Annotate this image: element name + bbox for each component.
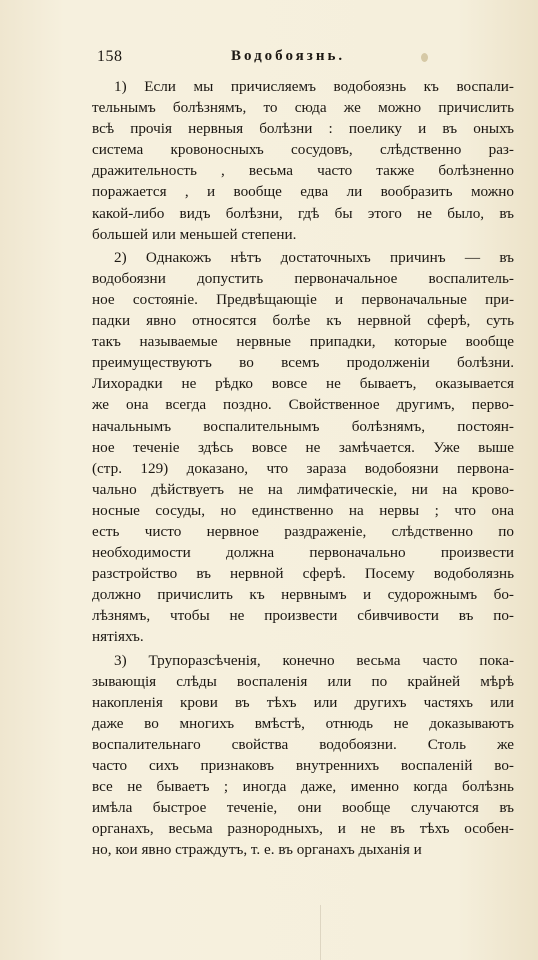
text-line: носные сосуды, но единственно на нервы ; что она: [92, 501, 514, 519]
text-line: необходимости должна первоначально произвести: [92, 544, 514, 562]
text-line: преимуществуютъ во всемъ продолженіи болѣзни.: [92, 354, 514, 372]
text-line: 2) Однакожъ нѣтъ достаточныхъ причинъ — въ: [114, 248, 514, 266]
text-line: какой-либо видъ болѣзни, гдѣ бы этого не было, въ: [92, 204, 514, 222]
text-line: водобоязни допустить первоначальное воспалитель-: [92, 269, 514, 287]
text-line: нятіяхъ.: [92, 628, 144, 646]
text-line: ное теченіе здѣсь вовсе не замѣчается. Уже выше: [92, 438, 514, 456]
running-title: Водобоязнь.: [231, 48, 346, 64]
text-line: должно причислить къ нервнымъ и судорожнымъ бо-: [92, 586, 514, 604]
text-line: чально дѣйствуетъ не на лимфатическіе, ни на крово-: [92, 480, 514, 498]
text-line: такъ называемые нервные припадки, которые вообще: [92, 333, 514, 351]
text-line: система кровоносныхъ сосудовъ, слѣдственно раз-: [92, 141, 514, 159]
text-line: органахъ, весьма разнородныхъ, и не въ тѣхъ особен-: [92, 820, 514, 838]
text-line: дражительность , весьма часто также болѣзненно: [92, 162, 514, 180]
text-line: часто сихъ признаковъ внутреннихъ воспаленій во-: [92, 757, 514, 774]
page-header: [97, 48, 502, 70]
text-line: тельнымъ болѣзнямъ, то сюда же можно причислить: [92, 99, 514, 117]
text-line: 3) Трупоразсѣченія, конечно весьма часто пока-: [114, 651, 514, 669]
text-line: воспалительнаго свойства водобоязни. Столь же: [92, 735, 514, 753]
text-line: все не бываетъ ; иногда даже, именно когда болѣзнь: [92, 778, 514, 796]
text-line: лѣзнямъ, чтобы не произвести сбивчивости въ по-: [92, 607, 514, 625]
page-number: 158: [97, 48, 123, 65]
paragraph: [92, 650, 514, 861]
text-line: накопленія крови въ тѣхъ или другихъ частяхъ или: [92, 693, 514, 711]
text-line: разстройство въ нервной сферѣ. Посему водоболязнь: [92, 565, 514, 583]
text-line: имѣла быстрое теченіе, они вообще случаются въ: [92, 799, 514, 817]
text-line: всѣ прочія нервныя болѣзни : поелику и въ оныхъ: [92, 120, 514, 138]
text-line: но, кои явно страждутъ, т. е. въ органахъ дыханія и: [92, 841, 422, 859]
page-fold: [320, 905, 335, 960]
text-line: даже во многихъ вмѣстѣ, отнюдь не доказываютъ: [92, 714, 514, 732]
text-line: большей или меньшей степени.: [92, 225, 297, 243]
text-line: 1) Если мы причисляемъ водобоязнь къ воспали-: [114, 78, 514, 95]
body-text: [92, 76, 514, 862]
text-line: падки явно относятся болѣе къ нервной сферѣ, суть: [92, 312, 514, 330]
text-line: начальнымъ воспалительнымъ болѣзнямъ, постоян-: [92, 417, 514, 435]
text-line: зывающія слѣды воспаленія или по крайней мѣрѣ: [92, 672, 514, 690]
text-line: (стр. 129) доказано, что зараза водобоязни первона-: [92, 459, 514, 477]
text-line: ное состояніе. Предвѣщающіе и первоначальные при-: [92, 290, 514, 308]
text-line: же она всегда поздно. Свойственное другимъ, перво-: [92, 396, 514, 414]
text-line: есть чисто нервное раздраженіе, слѣдственно по: [92, 522, 514, 540]
paragraph: [92, 76, 514, 245]
text-line: Лихорадки не рѣдко вовсе не бываетъ, оказывается: [92, 375, 514, 393]
text-line: поражается , и вообще едва ли вообразить можно: [92, 183, 514, 201]
ink-spot: [421, 53, 428, 62]
paragraph: [92, 247, 514, 648]
